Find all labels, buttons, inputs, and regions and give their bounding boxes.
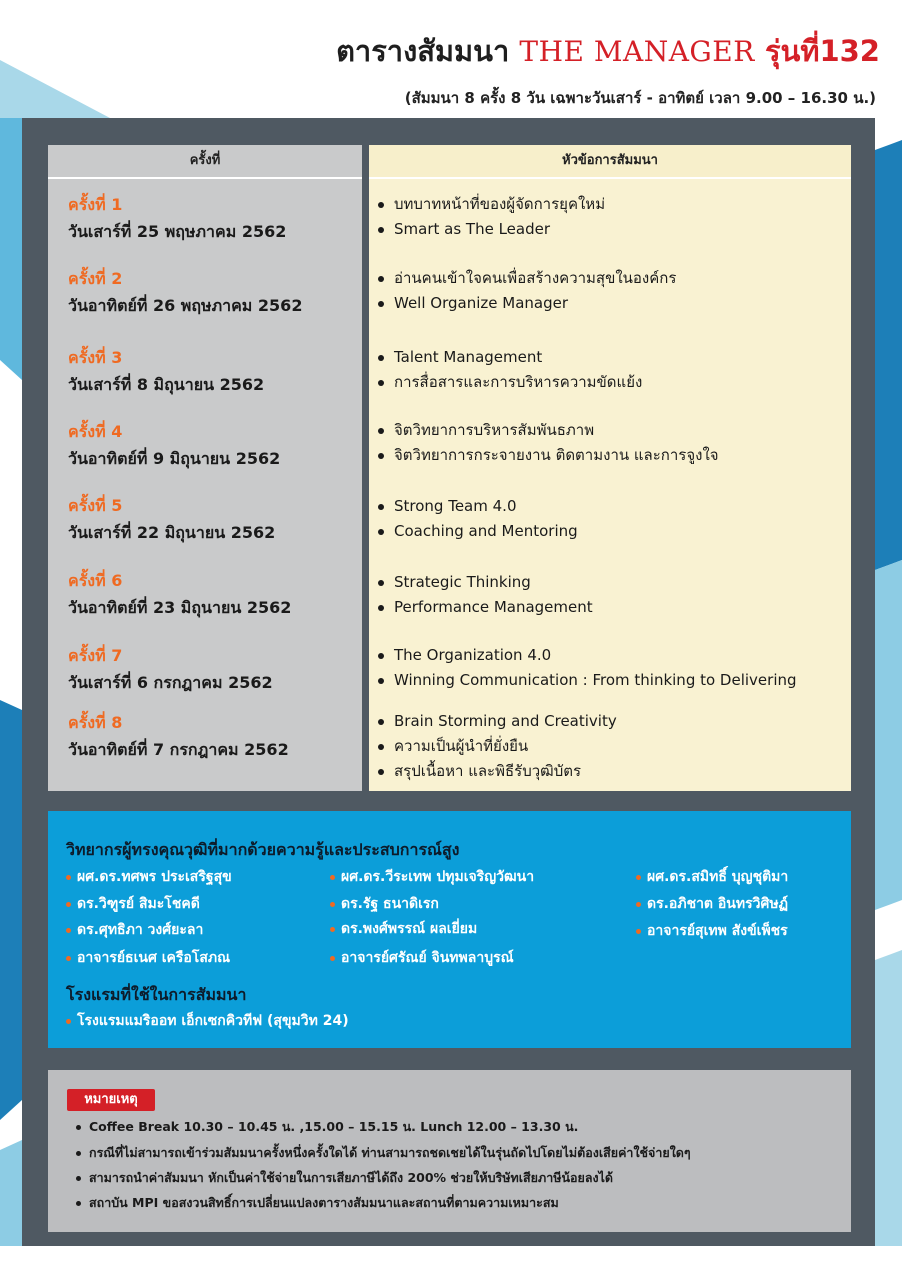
session-item (68, 494, 275, 546)
bullet-icon (76, 1176, 81, 1181)
bullet-icon (378, 529, 384, 535)
topic-list (378, 345, 642, 395)
bullet-icon (66, 956, 71, 961)
session-date: วันอาทิตย์ที่ 26 พฤษภาคม 2562 (68, 296, 303, 315)
session-number: ครั้งที่ 7 (68, 646, 123, 665)
topic-list (378, 192, 605, 242)
note-item: กรณีที่ไม่สามารถเข้าร่วมสัมมนาครั้งหนึ่งครั้งใดได้ ท่านสามารถชดเชยได้ในรุ่นถัดไปโดยไม่ต้องเสียค่าใช้จ่ายใดๆ (76, 1143, 691, 1163)
bullet-icon (76, 1151, 81, 1156)
column-header-topics: หัวข้อการสัมมนา (369, 145, 851, 179)
title-brand: THE MANAGER (519, 35, 755, 68)
topic-item: Strong Team 4.0 (378, 494, 578, 519)
bullet-icon (330, 902, 335, 907)
page-title (336, 34, 880, 68)
title-prefix: ตารางสัมมนา (336, 34, 510, 68)
session-item (68, 711, 289, 763)
session-number: ครั้งที่ 5 (68, 496, 123, 515)
topic-list (378, 643, 797, 693)
topic-item: บทบาทหน้าที่ของผู้จัดการยุคใหม่ (378, 192, 605, 217)
speaker-name: อาจารย์ธเนศ เครือโสภณ (66, 947, 230, 969)
session-number: ครั้งที่ 2 (68, 269, 123, 288)
topic-item: สรุปเนื้อหา และพิธีรับวุฒิบัตร (378, 759, 617, 784)
note-item: สถาบัน MPI ขอสงวนสิทธิ์การเปลี่ยนแปลงตารางสัมมนาและสถานที่ตามความเหมาะสม (76, 1193, 559, 1213)
title-generation: รุ่นที่132 (764, 34, 880, 68)
session-date: วันอาทิตย์ที่ 9 มิถุนายน 2562 (68, 449, 281, 468)
session-date: วันเสาร์ที่ 6 กรกฎาคม 2562 (68, 673, 273, 692)
bullet-icon (66, 1019, 71, 1024)
speaker-name: ดร.อภิชาต อินทรวิศิษฏ์ (636, 893, 788, 915)
bullet-icon (378, 428, 384, 434)
topic-item: Winning Communication : From thinking to Delivering (378, 668, 797, 693)
session-number: ครั้งที่ 6 (68, 571, 123, 590)
session-number: ครั้งที่ 3 (68, 348, 123, 367)
topic-item: จิตวิทยาการกระจายงาน ติดตามงาน และการจูงใจ (378, 443, 719, 468)
bullet-icon (378, 678, 384, 684)
topic-list (378, 494, 578, 544)
topic-item: การสื่อสารและการบริหารความขัดแย้ง (378, 370, 642, 395)
bullet-icon (378, 653, 384, 659)
speaker-name: ดร.พงศ์พรรณ์ ผลเยี่ยม (330, 918, 477, 940)
bullet-icon (378, 744, 384, 750)
bullet-icon (76, 1201, 81, 1206)
hotel-title: โรงแรมที่ใช้ในการสัมมนา (66, 985, 247, 1004)
note-item: Coffee Break 10.30 – 10.45 น. ,15.00 – 15.15 น. Lunch 12.00 – 13.30 น. (76, 1117, 578, 1137)
bullet-icon (378, 276, 384, 282)
note-item: สามารถนำค่าสัมมนา หักเป็นค่าใช้จ่ายในการเสียภาษีได้ถึง 200% ช่วยให้บริษัทเสียภาษีน้อยลงได้ (76, 1168, 613, 1188)
bullet-icon (636, 929, 641, 934)
topic-list (378, 418, 719, 468)
speakers-title: วิทยากรผู้ทรงคุณวุฒิที่มากด้วยความรู้และประสบการณ์สูง (66, 840, 460, 859)
topic-item: The Organization 4.0 (378, 643, 797, 668)
page-header (0, 28, 880, 74)
session-date: วันอาทิตย์ที่ 23 มิถุนายน 2562 (68, 598, 292, 617)
topic-item: Coaching and Mentoring (378, 519, 578, 544)
column-header-session: ครั้งที่ (48, 145, 362, 179)
notes-badge: หมายเหตุ (67, 1089, 155, 1111)
session-item (68, 346, 264, 398)
speaker-name: ดร.วิฑูรย์ สิมะโชคดี (66, 893, 200, 915)
topic-item: Brain Storming and Creativity (378, 709, 617, 734)
topic-list (378, 570, 593, 620)
bullet-icon (66, 902, 71, 907)
topic-item: ความเป็นผู้นำที่ยั่งยืน (378, 734, 617, 759)
session-number: ครั้งที่ 4 (68, 422, 123, 441)
session-item (68, 569, 291, 621)
bullet-icon (330, 927, 335, 932)
session-number: ครั้งที่ 8 (68, 713, 123, 732)
bullet-icon (378, 605, 384, 611)
bullet-icon (378, 227, 384, 233)
bullet-icon (66, 928, 71, 933)
speaker-name: ผศ.ดร.สมิทธิ์ บุญชุติมา (636, 866, 788, 888)
bullet-icon (378, 301, 384, 307)
topic-item: Strategic Thinking (378, 570, 593, 595)
page-subtitle: (สัมมนา 8 ครั้ง 8 วัน เฉพาะวันเสาร์ - อาทิตย์ เวลา 9.00 – 16.30 น.) (404, 89, 876, 107)
session-item (68, 193, 286, 245)
topic-list (378, 266, 676, 316)
hotel-name: โรงแรมแมริออท เอ็กเซกคิวทีฟ (สุขุมวิท 24) (66, 1010, 349, 1032)
bullet-icon (330, 956, 335, 961)
bullet-icon (378, 453, 384, 459)
topic-item: Performance Management (378, 595, 593, 620)
bullet-icon (378, 719, 384, 725)
speaker-name: ผศ.ดร.วีระเทพ ปทุมเจริญวัฒนา (330, 866, 534, 888)
bullet-icon (66, 875, 71, 880)
session-item (68, 644, 273, 696)
session-date: วันอาทิตย์ที่ 7 กรกฎาคม 2562 (68, 740, 289, 759)
bullet-icon (636, 875, 641, 880)
topic-item: Well Organize Manager (378, 291, 676, 316)
session-item (68, 267, 302, 319)
speaker-name: อาจารย์สุเทพ สังข์เพ็ชร (636, 920, 788, 942)
topic-item: จิตวิทยาการบริหารสัมพันธภาพ (378, 418, 719, 443)
session-date: วันเสาร์ที่ 25 พฤษภาคม 2562 (68, 222, 287, 241)
topic-item: Talent Management (378, 345, 642, 370)
bullet-icon (378, 769, 384, 775)
speaker-name: ดร.ศุทธิภา วงศ์ยะลา (66, 919, 203, 941)
speaker-name: ผศ.ดร.ทศพร ประเสริฐสุข (66, 866, 232, 888)
bullet-icon (378, 202, 384, 208)
bullet-icon (636, 902, 641, 907)
bullet-icon (378, 380, 384, 386)
topic-list (378, 709, 617, 784)
topic-item: อ่านคนเข้าใจคนเพื่อสร้างความสุขในองค์กร (378, 266, 676, 291)
speaker-name: อาจารย์ศรัณย์ จินทพลาบูรณ์ (330, 947, 514, 969)
bullet-icon (330, 875, 335, 880)
bullet-icon (378, 580, 384, 586)
topic-item: Smart as The Leader (378, 217, 605, 242)
speaker-name: ดร.รัฐ ธนาดิเรก (330, 893, 439, 915)
session-number: ครั้งที่ 1 (68, 195, 123, 214)
session-date: วันเสาร์ที่ 8 มิถุนายน 2562 (68, 375, 265, 394)
bullet-icon (76, 1125, 81, 1130)
session-item (68, 420, 280, 472)
bullet-icon (378, 355, 384, 361)
session-date: วันเสาร์ที่ 22 มิถุนายน 2562 (68, 523, 276, 542)
bullet-icon (378, 504, 384, 510)
